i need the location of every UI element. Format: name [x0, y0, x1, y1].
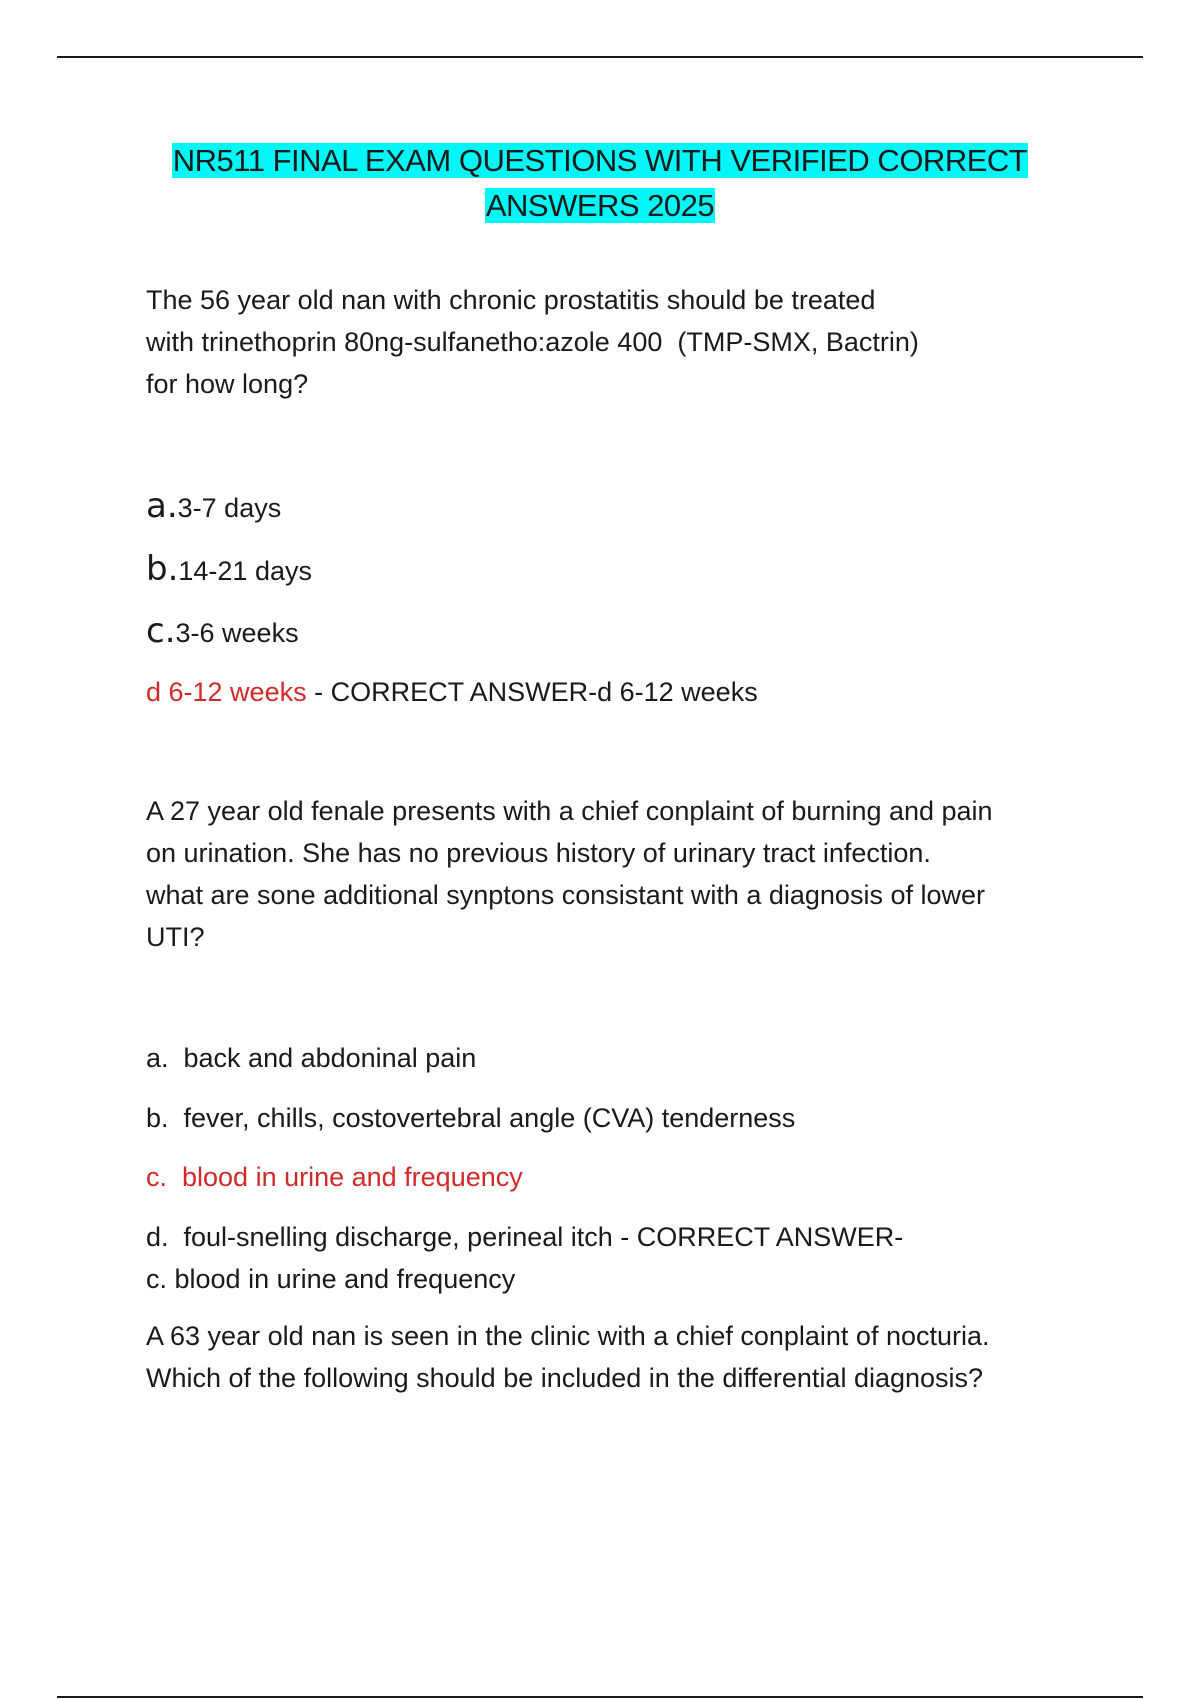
option-letter: a. — [146, 486, 178, 526]
option-text: a. back and abdoninal pain — [146, 1043, 477, 1073]
question-1-answer — [146, 672, 758, 712]
question-3-line: A 63 year old nan is seen in the clinic with a chief conplaint of nocturia. — [146, 1321, 990, 1351]
question-1-option-c — [146, 611, 299, 653]
question-2-option-a — [146, 1038, 476, 1078]
highlighted-answer: d 6-12 weeks — [146, 677, 307, 707]
question-2-line: on urination. She has no previous history of urinary tract infection. — [146, 838, 931, 868]
correct-answer-text: - CORRECT ANSWER-d 6-12 weeks — [306, 677, 758, 707]
option-text: c. blood in urine and frequency — [146, 1162, 523, 1192]
option-text: 14-21 days — [178, 556, 312, 586]
option-text: b. fever, chills, costovertebral angle (CVA) tenderness — [146, 1103, 796, 1133]
title-line-1: NR511 FINAL EXAM QUESTIONS WITH VERIFIED CORRECT — [172, 143, 1028, 178]
question-1-line: with trinethoprin 80ng-sulfanetho:azole 400 (TMP-SMX, Bactrin) — [146, 327, 919, 357]
question-3-line: Which of the following should be included in the differential diagnosis? — [146, 1363, 984, 1393]
question-2-line: A 27 year old fenale presents with a chief conplaint of burning and pain — [146, 796, 993, 826]
bottom-rule — [57, 1696, 1143, 1698]
option-text: 3-7 days — [177, 493, 282, 523]
question-1-line: The 56 year old nan with chronic prostatitis should be treated — [146, 285, 876, 315]
question-3-text — [146, 1315, 1106, 1399]
question-2-option-d — [146, 1217, 903, 1257]
option-text: d. foul-snelling discharge, perineal itch - CORRECT ANSWER- — [146, 1222, 904, 1252]
option-letter: c. — [146, 611, 176, 651]
question-1-text — [146, 279, 1106, 405]
question-2-line: what are sone additional synptons consistant with a diagnosis of lower — [146, 880, 985, 910]
question-2-answer — [146, 1259, 515, 1299]
page-title — [150, 138, 1050, 228]
question-1-option-a — [146, 486, 281, 528]
question-1-line: for how long? — [146, 369, 309, 399]
question-2-text — [146, 790, 1106, 958]
question-2-option-c — [146, 1157, 523, 1197]
title-line-2: ANSWERS 2025 — [485, 188, 715, 223]
top-rule — [57, 56, 1143, 58]
question-2-line: UTI? — [146, 922, 205, 952]
option-letter: b. — [146, 549, 179, 589]
option-text: 3-6 weeks — [175, 618, 299, 648]
question-2-option-b — [146, 1098, 795, 1138]
correct-answer-text: c. blood in urine and frequency — [146, 1264, 516, 1294]
question-1-option-b — [146, 549, 312, 591]
